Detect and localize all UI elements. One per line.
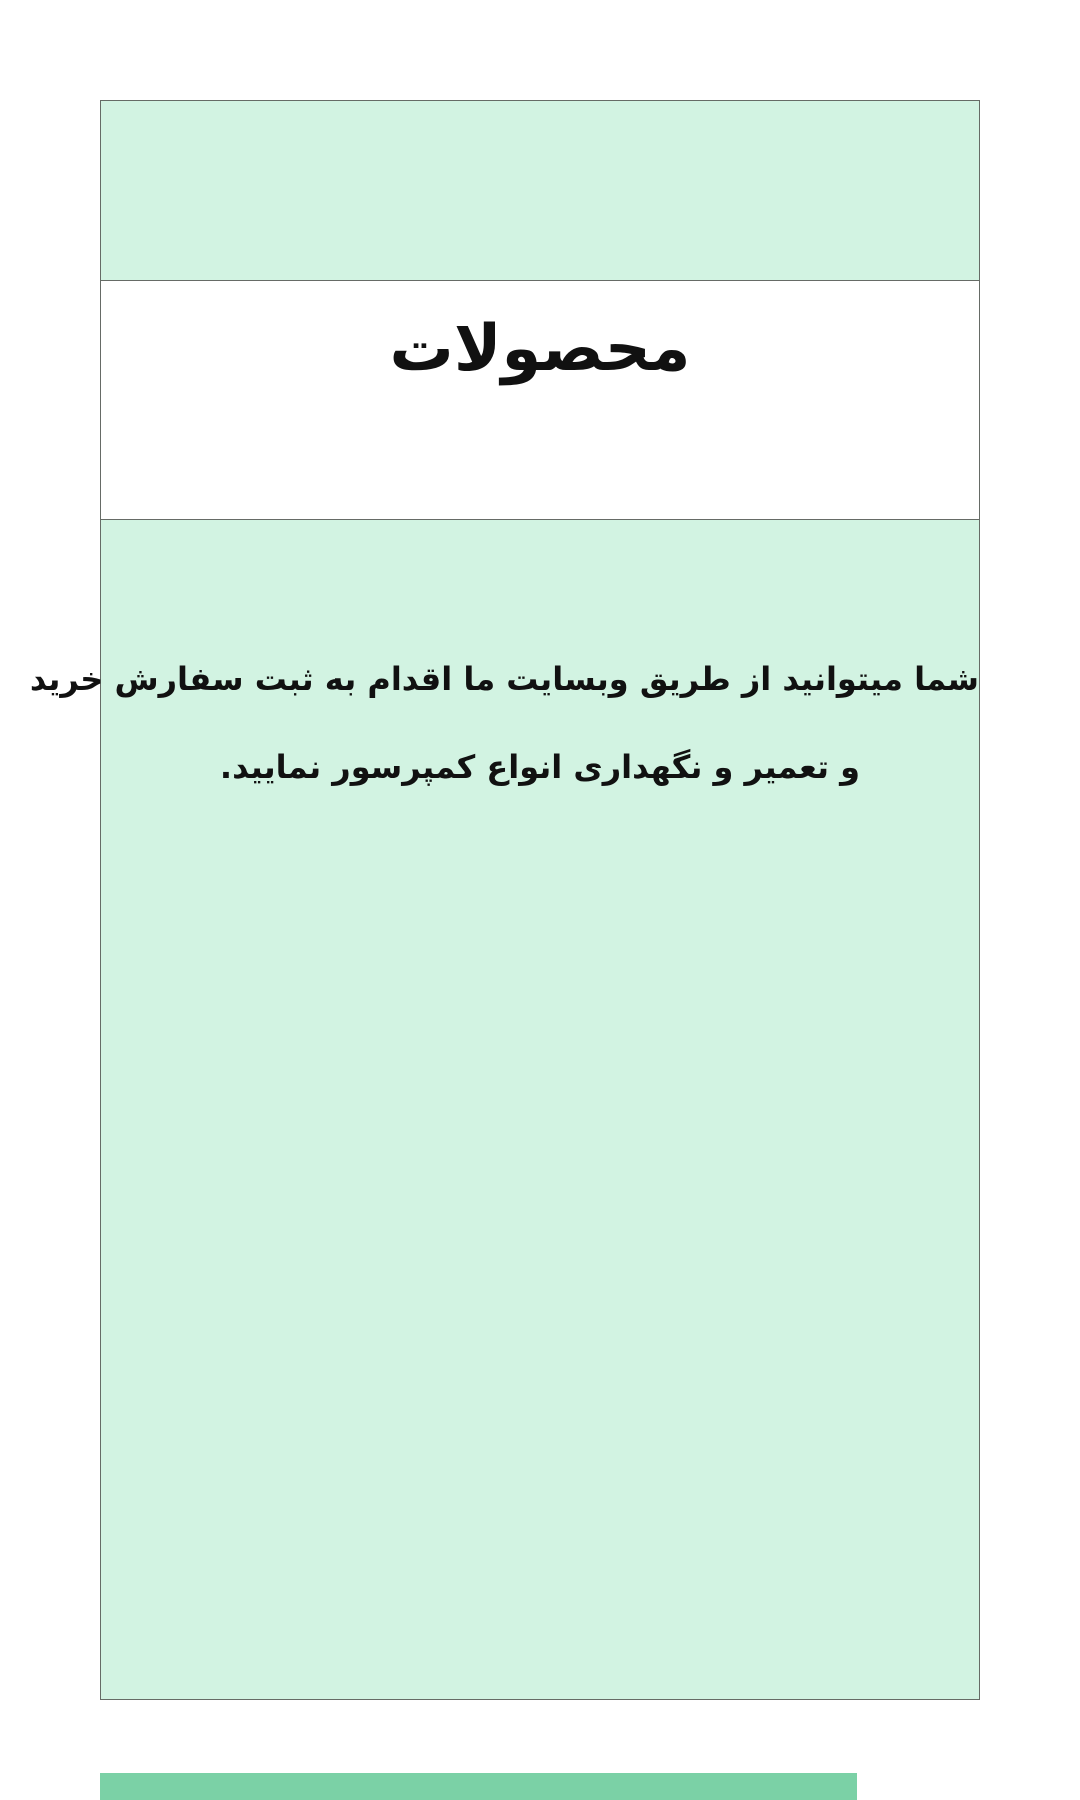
top-banner — [101, 101, 979, 280]
heading-section — [101, 280, 979, 519]
footer-accent-strip — [100, 1773, 857, 1800]
intro-paragraph-line-2: و تعمیر و نگهداری انواع کمپرسور نمایید. — [219, 748, 861, 786]
page-title: محصولات — [389, 312, 691, 386]
intro-paragraph-line-1: شما میتوانید از طریق وبسایت ما اقدام به ثبت سفارش خرید — [29, 660, 979, 698]
content-column — [29, 100, 980, 1700]
products-intro-section — [29, 519, 979, 1699]
intro-paragraph — [29, 635, 979, 811]
